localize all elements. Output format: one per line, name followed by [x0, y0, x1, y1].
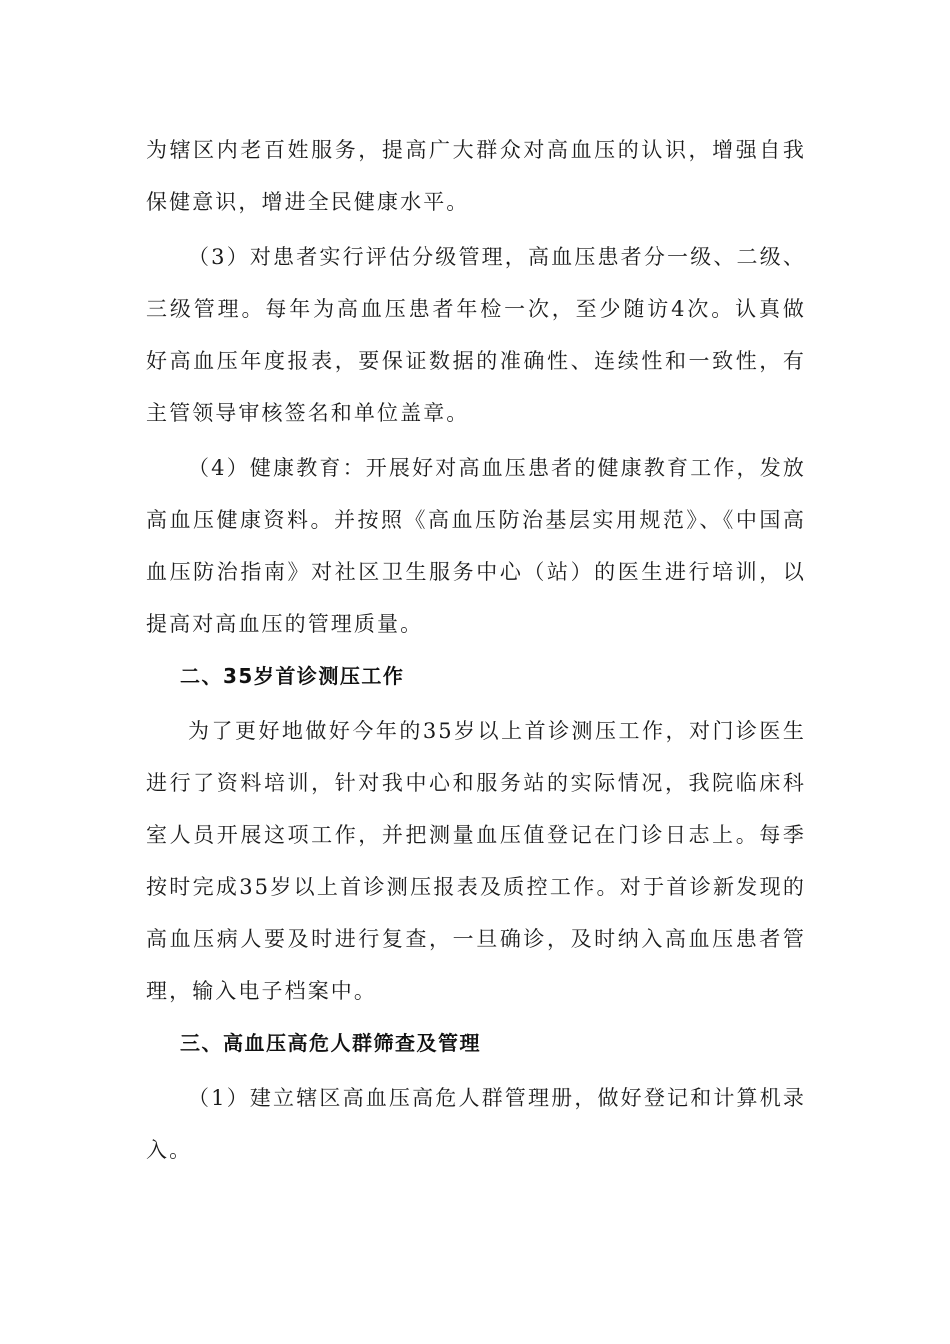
document-page [146, 124, 806, 1176]
paragraph-graded-management: （3）对患者实行评估分级管理，高血压患者分一级、二级、三级管理。每年为高血压患者年检一次，至少随访4次。认真做好高血压年度报表，要保证数据的准确性、连续性和一致性，有主管领导审核签名和单位盖章。 [146, 245, 806, 425]
paragraph-health-education: （4）健康教育：开展好对高血压患者的健康教育工作，发放高血压健康资料。并按照《高血压防治基层实用规范》、《中国高血压防治指南》对社区卫生服务中心（站）的医生进行培训，以提高对高血压的管理质量。 [146, 456, 806, 636]
section-heading-first-visit-bp: 二、35岁首诊测压工作 [180, 664, 405, 688]
paragraph-service-intro: 为辖区内老百姓服务，提高广大群众对高血压的认识，增强自我保健意识，增进全民健康水平。 [146, 138, 806, 214]
section-heading-high-risk-screening: 三、高血压高危人群筛查及管理 [180, 1031, 481, 1055]
paragraph-first-visit-bp: 为了更好地做好今年的35岁以上首诊测压工作，对门诊医生进行了资料培训，针对我中心和服务站的实际情况，我院临床科室人员开展这项工作，并把测量血压值登记在门诊日志上。每季按时完成35岁以上首诊测压报表及质控工作。对于首诊新发现的高血压病人要及时进行复查，一旦确诊，及时纳入高血压患者管理，输入电子档案中。 [146, 719, 806, 1003]
paragraph-high-risk-register: （1）建立辖区高血压高危人群管理册，做好登记和计算机录入。 [146, 1086, 806, 1162]
